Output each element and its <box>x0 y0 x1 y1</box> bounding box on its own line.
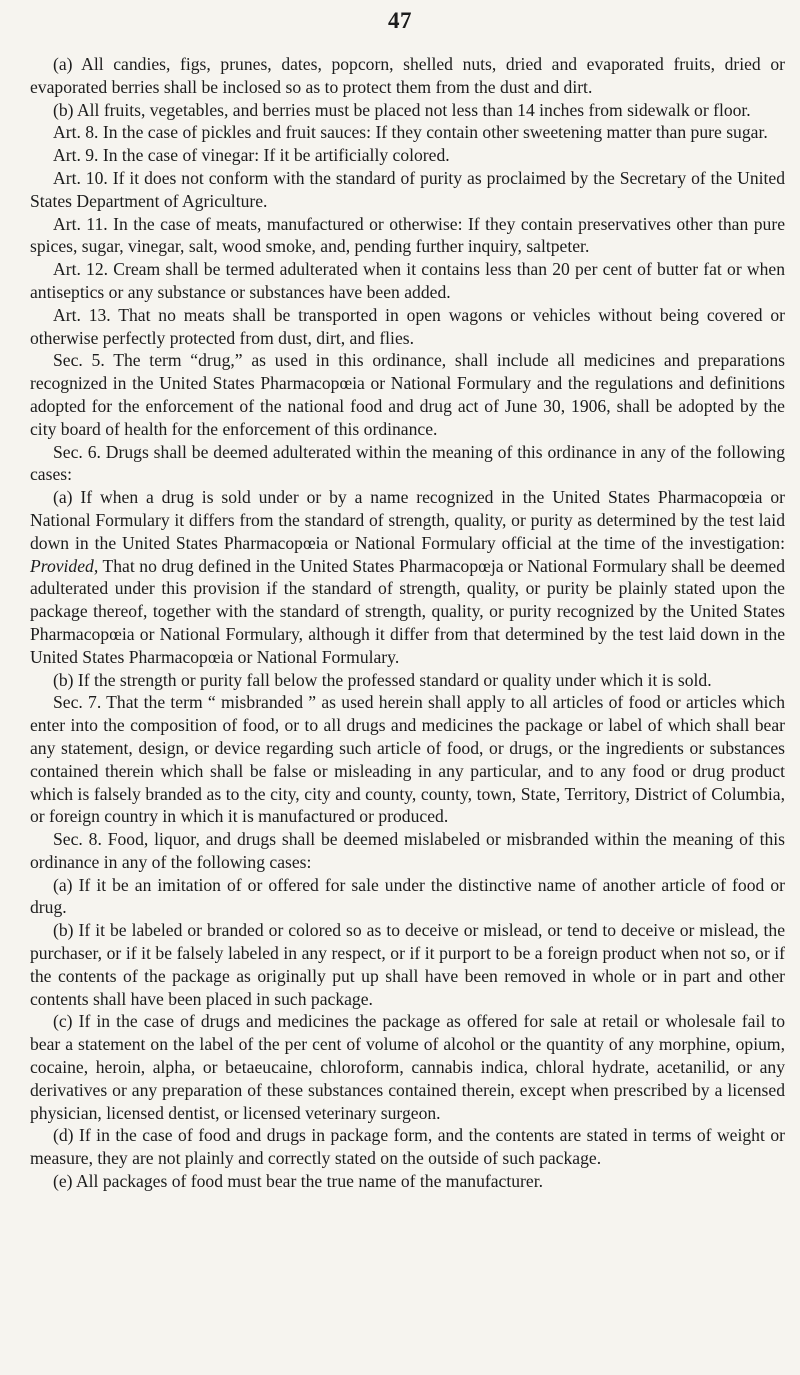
paragraph-art-12: Art. 12. Cream shall be termed adulterated when it contains less than 20 per cent of butter fat or when antiseptics or any substance or substances have been added. <box>30 259 785 302</box>
paragraph-sec-6a: (a) If when a drug is sold under or by a name recognized in the United States Pharmacopœia or National Formulary it differs from the standard of strength, quality, or purity as determined by the test laid down in the United States Pharmacopœia or National Formulary official at the time of the investigation: Provided, That no drug defined in the United States Pharmacopœja or National Formulary shall be deemed adulterated under this provision if the standard of strength, quality, or purity be plainly stated upon the package thereof, together with the standard of strength, quality, or purity recognized by the United States Pharmacopœia or National Formulary, although it differ from that determined by the test laid down in the United States Pharmacopœia or National Formulary. <box>30 487 785 667</box>
paragraph-sec-7: Sec. 7. That the term “ misbranded ” as used herein shall apply to all articles of food or articles which enter into the composition of food, or to all drugs and medicines the package or label of which shall bear any statement, design, or device regarding such article of food, or drugs, or the ingredients or substances contained therein which shall be false or misleading in any particular, and to any food or drug product which is falsely branded as to the city, city and county, county, town, State, Territory, District of Columbia, or foreign country in which it is manufactured or produced. <box>30 692 785 827</box>
paragraph-7b: (b) All fruits, vegetables, and berries must be placed not less than 14 inches from sidewalk or floor. <box>53 99 751 120</box>
paragraph-7a: (a) All candies, figs, prunes, dates, popcorn, shelled nuts, dried and evaporated fruits, dried or evaporated berries shall be inclosed so as to protect them from the dust and dirt. <box>30 54 785 97</box>
body-text <box>30 53 785 1193</box>
paragraph-sec-6b: (b) If the strength or purity fall below the professed standard or quality under which it is sold. <box>53 669 712 690</box>
paragraph-art-9: Art. 9. In the case of vinegar: If it be artificially colored. <box>53 145 450 166</box>
provided-emphasis: Provided, <box>30 555 99 576</box>
paragraph-sec-8a: (a) If it be an imitation of or offered for sale under the distinctive name of another article of food or drug. <box>30 874 785 918</box>
paragraph-art-10: Art. 10. If it does not conform with the standard of purity as proclaimed by the Secretary of the United States Department of Agriculture. <box>30 167 785 211</box>
page-number: 47 <box>388 8 412 33</box>
paragraph-sec-8c: (c) If in the case of drugs and medicines the package as offered for sale at retail or wholesale fail to bear a statement on the label of the per cent of volume of alcohol or the quantity of any morphine, opium, cocaine, heroin, alpha, or betaeucaine, chloroform, cannabis indica, chloral hydrate, acetanilid, or any derivatives or any preparation of these substances contained therein, except when prescribed by a licensed physician, licensed dentist, or licensed veterinary surgeon. <box>30 1011 785 1123</box>
paragraph-art-8: Art. 8. In the case of pickles and fruit sauces: If they contain other sweetening matter than pure sugar. <box>53 122 768 143</box>
paragraph-sec-8b: (b) If it be labeled or branded or colored so as to deceive or mislead, or tend to deceive or mislead, the purchaser, or if it be falsely labeled in any respect, or if it purport to be a foreign product when not so, or if the contents of the package as originally put up shall have been removed in whole or in part and other contents shall have been placed in such package. <box>30 920 785 1009</box>
paragraph-sec-8d: (d) If in the case of food and drugs in package form, and the contents are stated in terms of weight or measure, they are not plainly and correctly stated on the outside of such package. <box>30 1125 785 1169</box>
paragraph-sec-8: Sec. 8. Food, liquor, and drugs shall be deemed mislabeled or misbranded within the meaning of this ordinance in any of the following cases: <box>30 829 785 872</box>
paragraph-art-13: Art. 13. That no meats shall be transported in open wagons or vehicles without being covered or otherwise perfectly protected from dust, dirt, and flies. <box>30 304 785 348</box>
paragraph-sec-6: Sec. 6. Drugs shall be deemed adulterated within the meaning of this ordinance in any of the following cases: <box>30 441 785 485</box>
paragraph-sec-5: Sec. 5. The term “drug,” as used in this ordinance, shall include all medicines and preparations recognized in the United States Pharmacopœia or National Formulary and the regulations and definitions adopted for the enforcement of the national food and drug act of June 30, 1906, shall be adopted by the city board of health for the enforcement of this ordinance. <box>30 350 785 439</box>
paragraph-art-11: Art. 11. In the case of meats, manufactured or otherwise: If they contain preservatives other than pure spices, sugar, vinegar, salt, wood smoke, and, pending further inquiry, saltpeter. <box>30 213 785 257</box>
paragraph-sec-8e: (e) All packages of food must bear the true name of the manufacturer. <box>53 1171 543 1192</box>
